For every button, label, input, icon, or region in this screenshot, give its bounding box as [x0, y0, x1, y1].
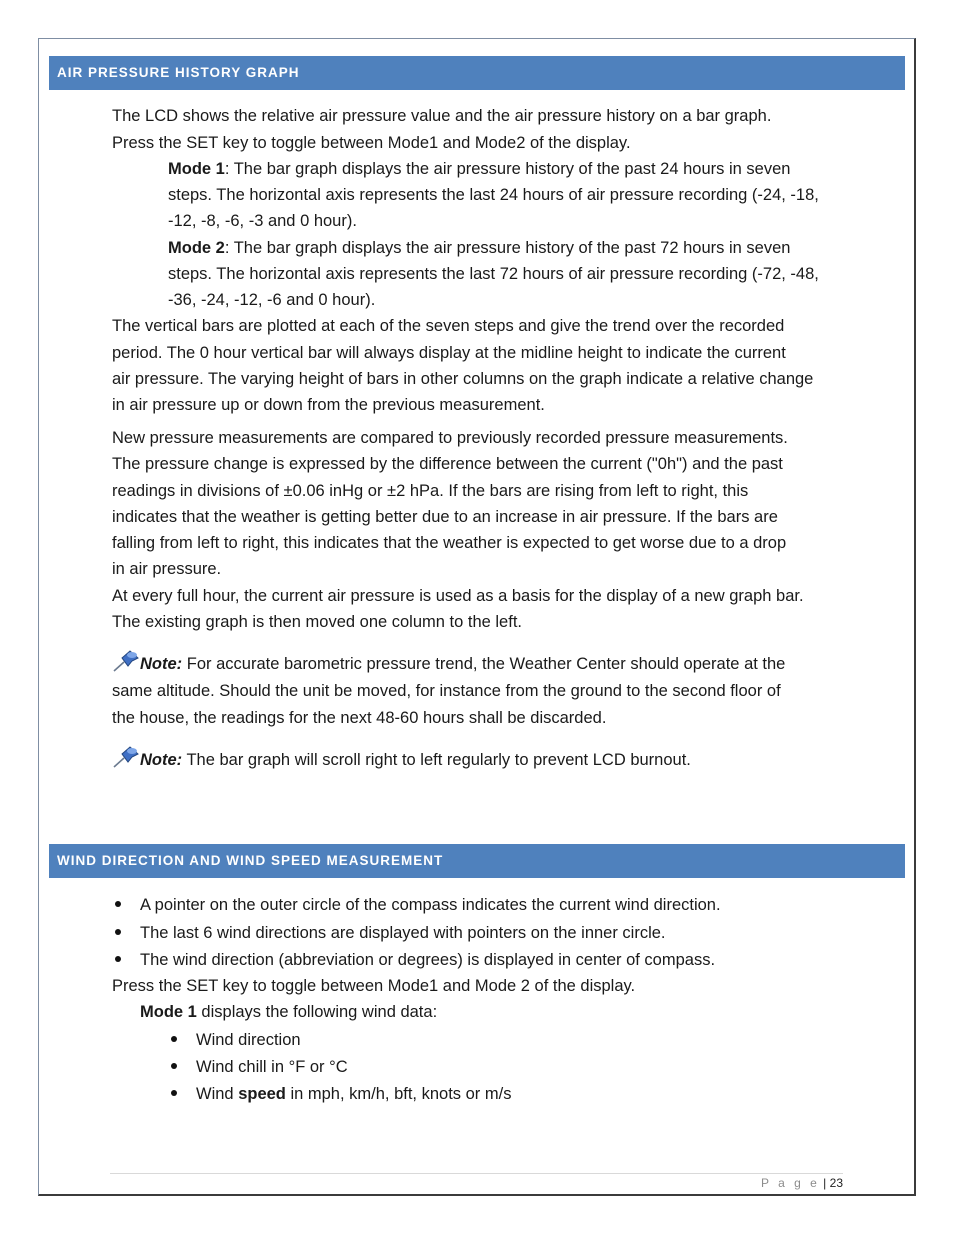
mode1-line-2: steps. The horizontal axis represents the last 24 hours of air pressure recording (-24, -18, — [168, 186, 819, 204]
note1-text: For accurate barometric pressure trend, the Weather Center should operate at the — [182, 655, 786, 673]
sub-bullet-dot — [171, 1036, 177, 1042]
pushpin-icon — [112, 649, 140, 673]
bullet-item-3: The wind direction (abbreviation or degrees) is displayed in center of compass. — [140, 951, 716, 969]
para1-line-3: air pressure. The varying height of bars in other columns on the graph indicate a relative change — [112, 370, 814, 388]
sub-bullet-3-post: in mph, km/h, bft, knots or m/s — [285, 1085, 512, 1103]
mode2-line-3: -36, -24, -12, -6 and 0 hour). — [168, 291, 376, 309]
para2-line-5: falling from left to right, this indicates that the weather is expected to get worse due to a drop — [112, 534, 787, 552]
page-separator: | — [823, 1176, 827, 1190]
note1-line-2: same altitude. Should the unit be moved, for instance from the ground to the second floor of — [112, 682, 781, 700]
bullet-item-2: The last 6 wind directions are displayed with pointers on the inner circle. — [140, 924, 666, 942]
section-heading-air-pressure: AIR PRESSURE HISTORY GRAPH — [49, 56, 905, 90]
para2-line-2: The pressure change is expressed by the difference between the current ("0h") and the past — [112, 455, 783, 473]
mode2-line-2: steps. The horizontal axis represents the last 72 hours of air pressure recording (-72, -48, — [168, 265, 819, 283]
bullet-dot — [115, 901, 121, 907]
intro-line-1: The LCD shows the relative air pressure value and the air pressure history on a bar graph. — [112, 107, 772, 125]
mode2-line-1 — [168, 235, 848, 261]
mode2-label: Mode 2 — [168, 239, 225, 257]
sub-bullet-item-3 — [196, 1081, 511, 1107]
para2-line-6: in air pressure. — [112, 560, 222, 578]
sub-bullet-dot — [171, 1063, 177, 1069]
para2-line-3: readings in divisions of ±0.06 inHg or ±2 hPa. If the bars are rising from left to right, this — [112, 482, 749, 500]
mode1-label: Mode 1 — [168, 160, 225, 178]
note2-line-1 — [112, 745, 847, 773]
sub-bullet-dot — [171, 1090, 177, 1096]
press-set-line: Press the SET key to toggle between Mode1 and Mode 2 of the display. — [112, 977, 636, 995]
mode2-text: : The bar graph displays the air pressure history of the past 72 hours in seven — [224, 239, 791, 257]
para2-line-4: indicates that the weather is getting better due to an increase in air pressure. If the bars are — [112, 508, 778, 526]
section-heading-wind: WIND DIRECTION AND WIND SPEED MEASUREMENT — [49, 844, 905, 878]
page-label: P a g e — [761, 1176, 820, 1190]
note1-line-1 — [112, 649, 847, 677]
sub-bullet-3-bold: speed — [238, 1085, 286, 1103]
sub-bullet-3-pre: Wind — [196, 1085, 239, 1103]
wind-mode1-label: Mode 1 — [140, 1003, 197, 1021]
mode1-line-1 — [168, 156, 848, 182]
para2-line-7: At every full hour, the current air pressure is used as a basis for the display of a new graph bar. — [112, 587, 804, 605]
page-number: 23 — [829, 1176, 843, 1190]
wind-mode1-text: displays the following wind data: — [196, 1003, 438, 1021]
bullet-item-1: A pointer on the outer circle of the compass indicates the current wind direction. — [140, 896, 721, 914]
note2-text: The bar graph will scroll right to left regularly to prevent LCD burnout. — [182, 751, 691, 769]
mode1-line-3: -12, -8, -6, -3 and 0 hour). — [168, 212, 357, 230]
bullet-dot — [115, 929, 121, 935]
para1-line-4: in air pressure up or down from the previous measurement. — [112, 396, 545, 414]
mode1-text: : The bar graph displays the air pressure history of the past 24 hours in seven — [224, 160, 791, 178]
intro-line-2: Press the SET key to toggle between Mode1 and Mode2 of the display. — [112, 134, 631, 152]
pushpin-icon — [112, 745, 140, 769]
para2-line-8: The existing graph is then moved one column to the left. — [112, 613, 522, 631]
wind-mode1-line — [140, 999, 840, 1025]
sub-bullet-item-1: Wind direction — [196, 1031, 301, 1049]
bullet-dot — [115, 956, 121, 962]
para1-line-1: The vertical bars are plotted at each of the seven steps and give the trend over the recorded — [112, 317, 785, 335]
note1-line-3: the house, the readings for the next 48-60 hours shall be discarded. — [112, 709, 607, 727]
para1-line-2: period. The 0 hour vertical bar will always display at the midline height to indicate the current — [112, 344, 786, 362]
note2-label: Note: — [140, 751, 183, 769]
para2-line-1: New pressure measurements are compared to previously recorded pressure measurements. — [112, 429, 788, 447]
sub-bullet-item-2: Wind chill in °F or °C — [196, 1058, 348, 1076]
page-footer — [690, 1174, 843, 1192]
note1-label: Note: — [140, 655, 183, 673]
